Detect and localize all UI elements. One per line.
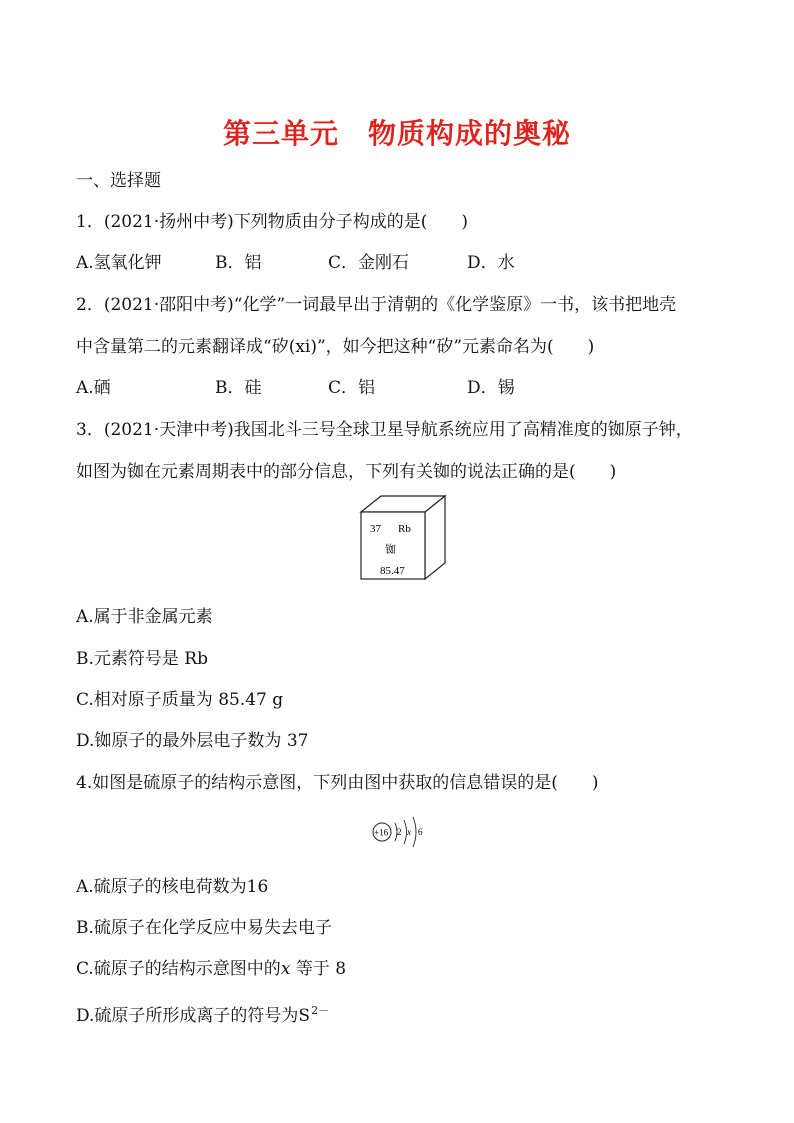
- variable-x: x: [280, 959, 291, 979]
- atomic-mass: 85.47: [380, 565, 405, 577]
- section-heading: 一、选择题: [76, 171, 161, 191]
- question-2-option-a: A.硒: [76, 378, 111, 398]
- option-c-value: 等于 8: [295, 959, 347, 979]
- question-4-option-b: B.硫原子在化学反应中易失去电子: [76, 918, 332, 938]
- question-2-line-2: 中含量第二的元素翻译成“矽(xi)”，如今把这种“矽”元素命名为( ): [76, 337, 595, 357]
- question-4-option-c: [76, 958, 346, 980]
- question-2-line-1: 2．(2021·邵阳中考)“化学”一词最早出于清朝的《化学鉴原》一书，该书把地壳: [76, 295, 677, 315]
- shell-2-electrons: x: [407, 827, 411, 837]
- question-3-line-1: 3．(2021·天津中考)我国北斗三号全球卫星导航系统应用了高精准度的铷原子钟，: [76, 420, 693, 440]
- rubidium-element-cube-figure: [355, 490, 455, 582]
- atomic-number: 37: [370, 523, 381, 535]
- option-c-text: C.硫原子的结构示意图中的: [76, 959, 281, 979]
- question-1-option-c: C．金刚石: [328, 253, 410, 273]
- question-3-option-b: B.元素符号是 Rb: [76, 649, 208, 669]
- question-1-option-b: B．铝: [215, 253, 262, 273]
- question-1-option-a: A.氢氧化钾: [76, 253, 162, 273]
- question-3-line-2: 如图为铷在元素周期表中的部分信息，下列有关铷的说法正确的是( ): [76, 462, 617, 482]
- element-name: 铷: [385, 544, 396, 556]
- shell-1-electrons: 2: [397, 827, 402, 837]
- shell-3-electrons: 6: [418, 827, 423, 837]
- question-4-option-d: [76, 1000, 329, 1027]
- nucleus-charge: +16: [374, 827, 389, 838]
- option-d-text: D.硫原子所形成离子的符号为S: [76, 1006, 311, 1026]
- question-4-option-a: A.硫原子的核电荷数为16: [76, 877, 269, 897]
- sulfur-atom-structure-figure: [368, 812, 428, 852]
- question-4-stem: 4.如图是硫原子的结构示意图，下列由图中获取的信息错误的是( ): [76, 773, 599, 793]
- question-1-option-d: D．水: [467, 253, 515, 273]
- question-2-option-d: D．锡: [467, 378, 515, 398]
- question-2-option-c: C．铝: [328, 378, 376, 398]
- question-1-stem: 1．(2021·扬州中考)下列物质由分子构成的是( ): [76, 212, 469, 232]
- question-3-option-d: D.铷原子的最外层电子数为 37: [76, 731, 309, 751]
- question-3-option-a: A.属于非金属元素: [76, 607, 213, 627]
- ion-charge: 2－: [311, 1004, 330, 1017]
- question-2-option-b: B．硅: [215, 378, 262, 398]
- element-symbol: Rb: [398, 523, 411, 535]
- question-3-option-c: C.相对原子质量为 85.47 g: [76, 690, 284, 710]
- page-title: 第三单元 物质构成的奥秘: [222, 117, 571, 150]
